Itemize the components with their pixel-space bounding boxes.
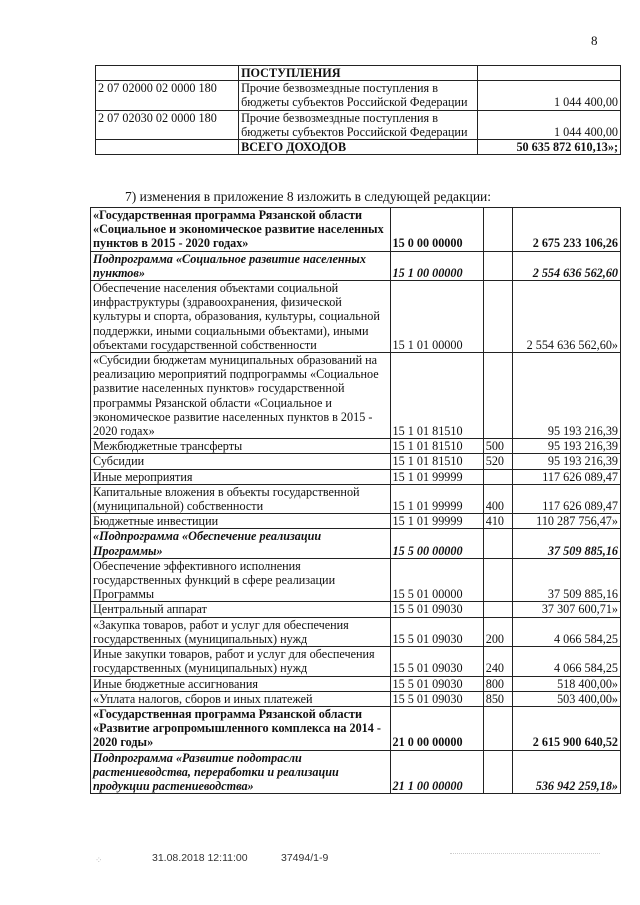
expense-name-cell: Иные мероприятия	[91, 469, 391, 484]
expense-vr-cell	[483, 602, 512, 617]
expense-csr-cell: 15 1 01 81510	[390, 353, 483, 439]
expense-amount-cell: 4 066 584,25	[512, 617, 621, 646]
revenue-amount-cell	[477, 66, 620, 81]
expense-vr-cell	[483, 469, 512, 484]
expense-vr-cell	[483, 281, 512, 353]
revenue-code-cell: 2 07 02030 02 0000 180	[96, 110, 239, 139]
expense-name-cell: Подпрограмма «Социальное развитие населенных пунктов»	[91, 251, 391, 280]
expense-name-cell: Капитальные вложения в объекты государственной (муниципальной) собственности	[91, 484, 391, 513]
expense-vr-cell: 200	[483, 617, 512, 646]
expense-row	[91, 617, 621, 646]
expense-name-cell: Обеспечение эффективного исполнения государственных функций в сфере реализации Программы	[91, 558, 391, 602]
expense-amount-cell: 2 675 233 106,26	[512, 208, 621, 252]
expense-csr-cell: 15 1 01 99999	[390, 514, 483, 529]
expense-name-cell: «Уплата налогов, сборов и иных платежей	[91, 691, 391, 706]
expense-row	[91, 439, 621, 454]
expense-row	[91, 454, 621, 469]
expense-vr-cell	[483, 706, 512, 750]
revenue-row	[96, 81, 621, 110]
expense-amount-cell: 110 287 756,47»	[512, 514, 621, 529]
expense-csr-cell: 15 1 01 81510	[390, 439, 483, 454]
expense-amount-cell: 37 509 885,16	[512, 529, 621, 558]
expense-csr-cell: 15 1 01 99999	[390, 484, 483, 513]
expense-row	[91, 706, 621, 750]
expense-csr-cell: 15 5 01 09030	[390, 647, 483, 676]
expense-csr-cell: 15 5 01 00000	[390, 558, 483, 602]
expense-row	[91, 529, 621, 558]
expense-csr-cell: 15 5 01 09030	[390, 602, 483, 617]
expense-name-cell: Бюджетные инвестиции	[91, 514, 391, 529]
expense-vr-cell	[483, 558, 512, 602]
expense-csr-cell: 15 5 01 09030	[390, 617, 483, 646]
expense-row	[91, 251, 621, 280]
expense-amount-cell: 95 193 216,39	[512, 439, 621, 454]
revenue-row	[96, 66, 621, 81]
expense-vr-cell: 240	[483, 647, 512, 676]
expense-vr-cell	[483, 208, 512, 252]
expense-row	[91, 558, 621, 602]
expense-amount-cell: 95 193 216,39	[512, 353, 621, 439]
page-number: 8	[591, 33, 598, 48]
expense-amount-cell: 117 626 089,47	[512, 484, 621, 513]
revenue-code-cell: 2 07 02000 02 0000 180	[96, 81, 239, 110]
expense-csr-cell: 15 1 01 81510	[390, 454, 483, 469]
expense-amount-cell: 2 554 636 562,60»	[512, 281, 621, 353]
expense-name-cell: Иные закупки товаров, работ и услуг для обеспечения государственных (муниципальных) нужд	[91, 647, 391, 676]
expense-vr-cell: 410	[483, 514, 512, 529]
expense-row	[91, 676, 621, 691]
revenue-row	[96, 140, 621, 155]
expense-amount-cell: 536 942 259,18»	[512, 750, 621, 794]
revenue-name-cell: ПОСТУПЛЕНИЯ	[239, 66, 478, 81]
expense-amount-cell: 503 400,00»	[512, 691, 621, 706]
expense-csr-cell: 15 1 00 00000	[390, 251, 483, 280]
revenue-code-cell	[96, 66, 239, 81]
expense-name-cell: «Закупка товаров, работ и услуг для обеспечения государственных (муниципальных) нужд	[91, 617, 391, 646]
expense-row	[91, 602, 621, 617]
footer-doc-id: 37494/1-9	[281, 852, 329, 864]
expense-row	[91, 750, 621, 794]
expense-name-cell: Центральный аппарат	[91, 602, 391, 617]
expense-row	[91, 514, 621, 529]
expense-csr-cell: 21 0 00 00000	[390, 706, 483, 750]
revenue-amount-cell: 1 044 400,00	[477, 110, 620, 139]
expense-name-cell: «Государственная программа Рязанской области «Развитие агропромышленного комплекса на 2014 - 2020 годы»	[91, 706, 391, 750]
expense-amount-cell: 117 626 089,47	[512, 469, 621, 484]
expense-row	[91, 484, 621, 513]
revenue-name-cell: ВСЕГО ДОХОДОВ	[239, 140, 478, 155]
expense-amount-cell: 2 554 636 562,60	[512, 251, 621, 280]
stamp-mark-right	[450, 853, 600, 874]
expense-name-cell: Иные бюджетные ассигнования	[91, 676, 391, 691]
expense-vr-cell: 800	[483, 676, 512, 691]
expense-csr-cell: 21 1 00 00000	[390, 750, 483, 794]
expense-name-cell: «Государственная программа Рязанской области «Социальное и экономическое развитие населенных пунктов в 2015 - 2020 годах»	[91, 208, 391, 252]
expense-vr-cell: 400	[483, 484, 512, 513]
expense-vr-cell: 850	[483, 691, 512, 706]
expense-csr-cell: 15 1 01 00000	[390, 281, 483, 353]
expense-row	[91, 647, 621, 676]
footer-datetime: 31.08.2018 12:11:00	[152, 852, 248, 864]
expense-amount-cell: 2 615 900 640,52	[512, 706, 621, 750]
expense-amount-cell: 95 193 216,39	[512, 454, 621, 469]
revenue-amount-cell: 50 635 872 610,13»;	[477, 140, 620, 155]
expense-name-cell: Субсидии	[91, 454, 391, 469]
expense-amount-cell: 37 509 885,16	[512, 558, 621, 602]
revenue-amount-cell: 1 044 400,00	[477, 81, 620, 110]
expense-vr-cell	[483, 529, 512, 558]
revenue-row	[96, 110, 621, 139]
expense-name-cell: «Подпрограмма «Обеспечение реализации Программы»	[91, 529, 391, 558]
stamp-mark-left: ⁘	[95, 855, 103, 865]
revenue-name-cell: Прочие безвозмездные поступления в бюджеты субъектов Российской Федерации	[239, 81, 478, 110]
expense-name-cell: Подпрограмма «Развитие подотрасли растениеводства, переработки и реализации продукции растениеводства»	[91, 750, 391, 794]
expense-amount-cell: 37 307 600,71»	[512, 602, 621, 617]
revenue-name-cell: Прочие безвозмездные поступления в бюджеты субъектов Российской Федерации	[239, 110, 478, 139]
expense-row	[91, 353, 621, 439]
expense-row	[91, 469, 621, 484]
expense-row	[91, 691, 621, 706]
expense-amount-cell: 518 400,00»	[512, 676, 621, 691]
expense-vr-cell	[483, 251, 512, 280]
expense-vr-cell: 500	[483, 439, 512, 454]
expense-name-cell: Межбюджетные трансферты	[91, 439, 391, 454]
expense-csr-cell: 15 0 00 00000	[390, 208, 483, 252]
expense-table	[90, 207, 621, 794]
expense-name-cell: Обеспечение населения объектами социальной инфраструктуры (здравоохранения, физической культуры и спорта, образования, культуры, социальной поддержки, иными социальными объектами), иными объектами государственной собственности	[91, 281, 391, 353]
expense-name-cell: «Субсидии бюджетам муниципальных образований на реализацию мероприятий подпрограммы «Социальное развитие населенных пунктов» государственной программы Рязанской области «Социальное и экономическое развитие населенных пунктов в 2015 - 2020 годах»	[91, 353, 391, 439]
expense-amount-cell: 4 066 584,25	[512, 647, 621, 676]
expense-vr-cell	[483, 750, 512, 794]
expense-row	[91, 281, 621, 353]
expense-csr-cell: 15 5 01 09030	[390, 676, 483, 691]
expense-csr-cell: 15 5 01 09030	[390, 691, 483, 706]
expense-row	[91, 208, 621, 252]
revenue-code-cell	[96, 140, 239, 155]
expense-csr-cell: 15 5 00 00000	[390, 529, 483, 558]
expense-csr-cell: 15 1 01 99999	[390, 469, 483, 484]
revenue-table	[95, 65, 621, 155]
section-caption: 7) изменения в приложение 8 изложить в следующей редакции:	[125, 189, 492, 204]
expense-vr-cell	[483, 353, 512, 439]
expense-vr-cell: 520	[483, 454, 512, 469]
